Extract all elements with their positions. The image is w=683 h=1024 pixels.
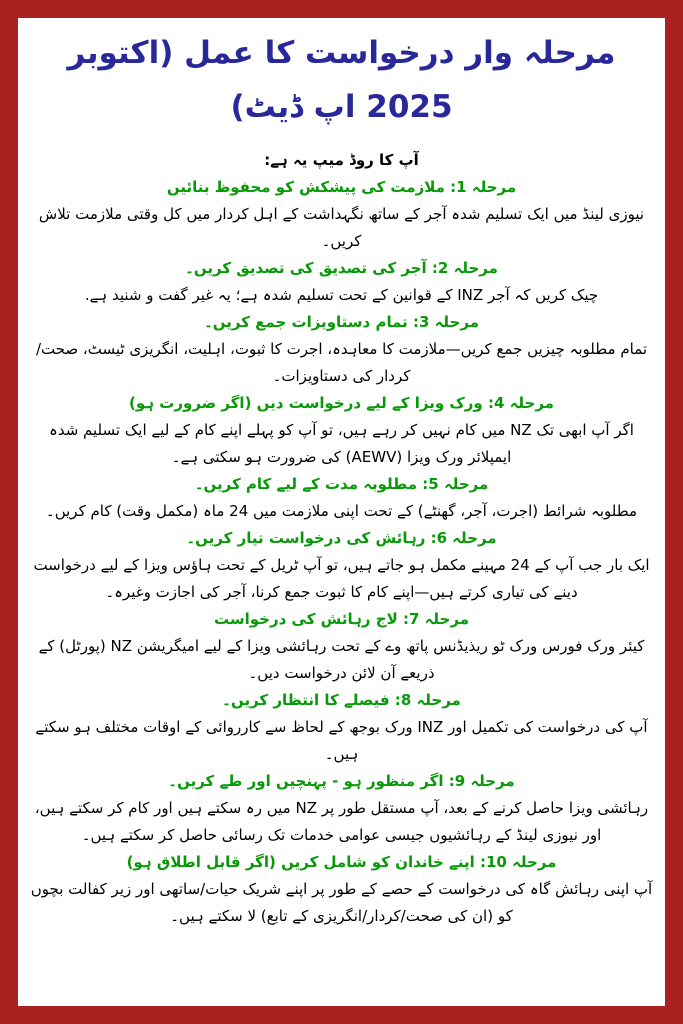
step-heading: مرحلہ 9: اگر منظور ہو - پہنچیں اور طے کریں۔: [168, 771, 515, 790]
step-item: [28, 768, 655, 849]
step-heading: مرحلہ 7: لاج رہائش کی درخواست: [214, 609, 469, 628]
step-item: [28, 174, 655, 255]
step-text: آپ اپنی رہائش گاہ کی درخواست کے حصے کے طور پر اپنے شریک حیات/ساتھی اور زیر کفالت بچوں کو (ان کی صحت/کردار/انگریزی کے تابع) لا سکتے ہیں۔: [30, 879, 653, 925]
step-text: تمام مطلوبہ چیزیں جمع کریں—ملازمت کا معاہدہ، اجرت کا ثبوت، اہلیت، انگریزی ٹیسٹ، صحت/کردار کی دستاویزات۔: [35, 339, 648, 385]
step-heading: مرحلہ 4: ورک ویزا کے لیے درخواست دیں (اگر ضرورت ہو): [129, 393, 554, 412]
step-item: [28, 255, 655, 309]
step-text: ایک بار جب آپ کے 24 مہینے مکمل ہو جاتے ہیں، تو آپ ٹریل کے تحت ہاؤس ویزا کے لیے درخواست دینے کی تیاری کرتے ہیں—اپنے کام کا ثبوت جمع کرنا، آجر کی اجازت وغیرہ۔: [33, 555, 650, 601]
step-text: مطلوبہ شرائط (اجرت، آجر، گھنٹے) کے تحت اپنی ملازمت میں 24 ماہ (مکمل وقت) کام کریں۔: [45, 501, 638, 520]
page-title: مرحلہ وار درخواست کا عمل (اکتوبر 2025 اپ ڈیٹ): [67, 35, 616, 126]
page-container: [18, 18, 665, 1006]
step-item: [28, 687, 655, 768]
step-text: کیئر ورک فورس ورک ٹو ریذیڈنس پاتھ وے کے تحت رہائشی ویزا کے لیے امیگریشن NZ (پورٹل) کے ذریعے آن لائن درخواست دیں۔: [38, 636, 645, 682]
step-heading: مرحلہ 3: تمام دستاویزات جمع کریں۔: [203, 312, 479, 331]
step-heading: مرحلہ 5: مطلوبہ مدت کے لیے کام کریں۔: [194, 474, 489, 493]
step-text: رہائشی ویزا حاصل کرنے کے بعد، آپ مستقل طور پر NZ میں رہ سکتے ہیں اور کام کر سکتے ہیں، اور نیوزی لینڈ کے رہائشیوں جیسی عوامی خدمات تک رسائی حاصل کر سکتے ہیں۔: [34, 798, 649, 844]
step-item: [28, 849, 655, 930]
step-heading: مرحلہ 2: آجر کی تصدیق کی تصدیق کریں۔: [185, 258, 498, 277]
step-item: [28, 606, 655, 687]
steps-list: [28, 174, 655, 930]
step-item: [28, 390, 655, 471]
step-text: آپ کی درخواست کی تکمیل اور INZ ورک بوجھ کے لحاظ سے کارروائی کے اوقات مختلف ہو سکتے ہیں۔: [35, 717, 648, 763]
step-text: نیوزی لینڈ میں ایک تسلیم شدہ آجر کے ساتھ نگہداشت کے اہل کردار میں کل وقتی ملازمت تلاش کریں۔: [38, 204, 645, 250]
step-text: اگر آپ ابھی تک NZ میں کام نہیں کر رہے ہیں، تو آپ کو پہلے اپنے کام کے لیے ایک تسلیم شدہ ایمپلائر ورک ویزا (AEWV) کی ضرورت ہو سکتی ہے۔: [49, 420, 634, 466]
step-text: چیک کریں کہ آجر INZ کے قوانین کے تحت تسلیم شدہ ہے؛ یہ غیر گفت و شنید ہے.: [84, 285, 599, 304]
step-heading: مرحلہ 10: اپنے خاندان کو شامل کریں (اگر قابل اطلاق ہو): [126, 852, 557, 871]
step-heading: مرحلہ 1: ملازمت کی پیشکش کو محفوظ بنائیں: [166, 177, 517, 196]
step-heading: مرحلہ 6: رہائش کی درخواست تیار کریں۔: [186, 528, 497, 547]
step-item: [28, 525, 655, 606]
roadmap-intro: آپ کا روڈ میپ یہ ہے:: [264, 150, 419, 169]
step-heading: مرحلہ 8: فیصلے کا انتظار کریں۔: [222, 690, 461, 709]
step-item: [28, 309, 655, 390]
step-item: [28, 471, 655, 525]
